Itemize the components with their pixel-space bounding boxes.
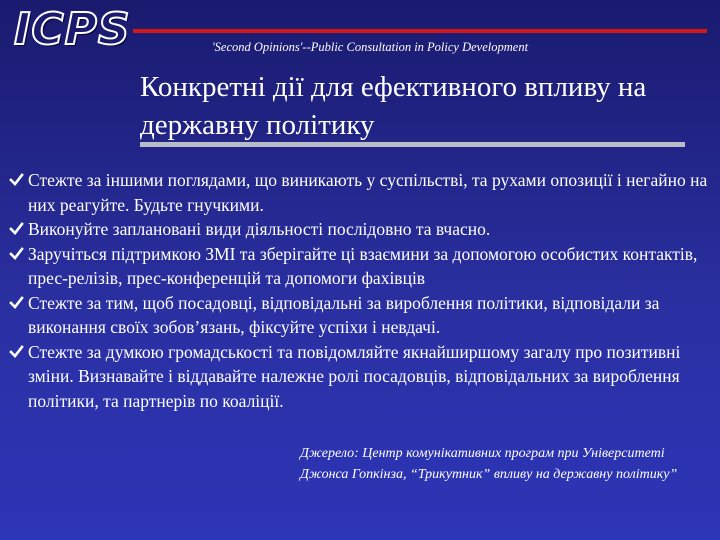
bullet-item — [8, 217, 708, 242]
checkmark-icon — [9, 345, 24, 359]
bullet-item — [8, 168, 708, 217]
bullet-item — [8, 291, 708, 340]
checkmark-icon — [9, 247, 24, 261]
bullet-text: Стежте за тим, щоб посадовці, відповідальні за вироблення політики, відповідали за виконання своїх зобов’язань, фіксуйте успіхи і невдачі. — [28, 292, 660, 337]
bullet-item — [8, 242, 708, 291]
bullet-list — [8, 168, 708, 413]
bullet-text: Виконуйте заплановані види діяльності послідовно та вчасно. — [28, 219, 491, 239]
slide-title: Конкретні дії для ефективного впливу на державну політику — [140, 71, 647, 141]
icps-logo: ICPS — [14, 4, 131, 55]
bullet-text: Стежте за іншими поглядами, що виникають у суспільстві, та рухами опозиції і негайно на них реагуйте. Будьте гнучкими. — [28, 170, 708, 215]
header-subtitle: 'Second Opinions'--Public Consultation in Policy Development — [212, 40, 529, 54]
checkmark-icon — [9, 222, 24, 236]
source-note: Джерело: Центр комунікативних програм при Університеті Джонса Гопкінза, “Трикутник” впливу на державну політику” — [300, 446, 678, 482]
checkmark-icon — [9, 173, 24, 187]
bullet-text: Заручіться підтримкою ЗМІ та зберігайте ці взаємини за допомогою особистих контактів, прес-релізів, прес-конференцій та допомоги фахівців — [28, 243, 698, 288]
header-red-divider — [133, 29, 707, 33]
title-grey-divider — [140, 142, 685, 147]
checkmark-icon — [9, 296, 24, 310]
bullet-text: Стежте за думкою громадськості та повідомляйте якнайширшому загалу про позитивні зміни. Визнавайте і віддавайте належне ролі посадовців, відповідальних за вироблення політики, та партнерів по коаліції. — [28, 341, 681, 411]
bullet-item — [8, 340, 708, 414]
